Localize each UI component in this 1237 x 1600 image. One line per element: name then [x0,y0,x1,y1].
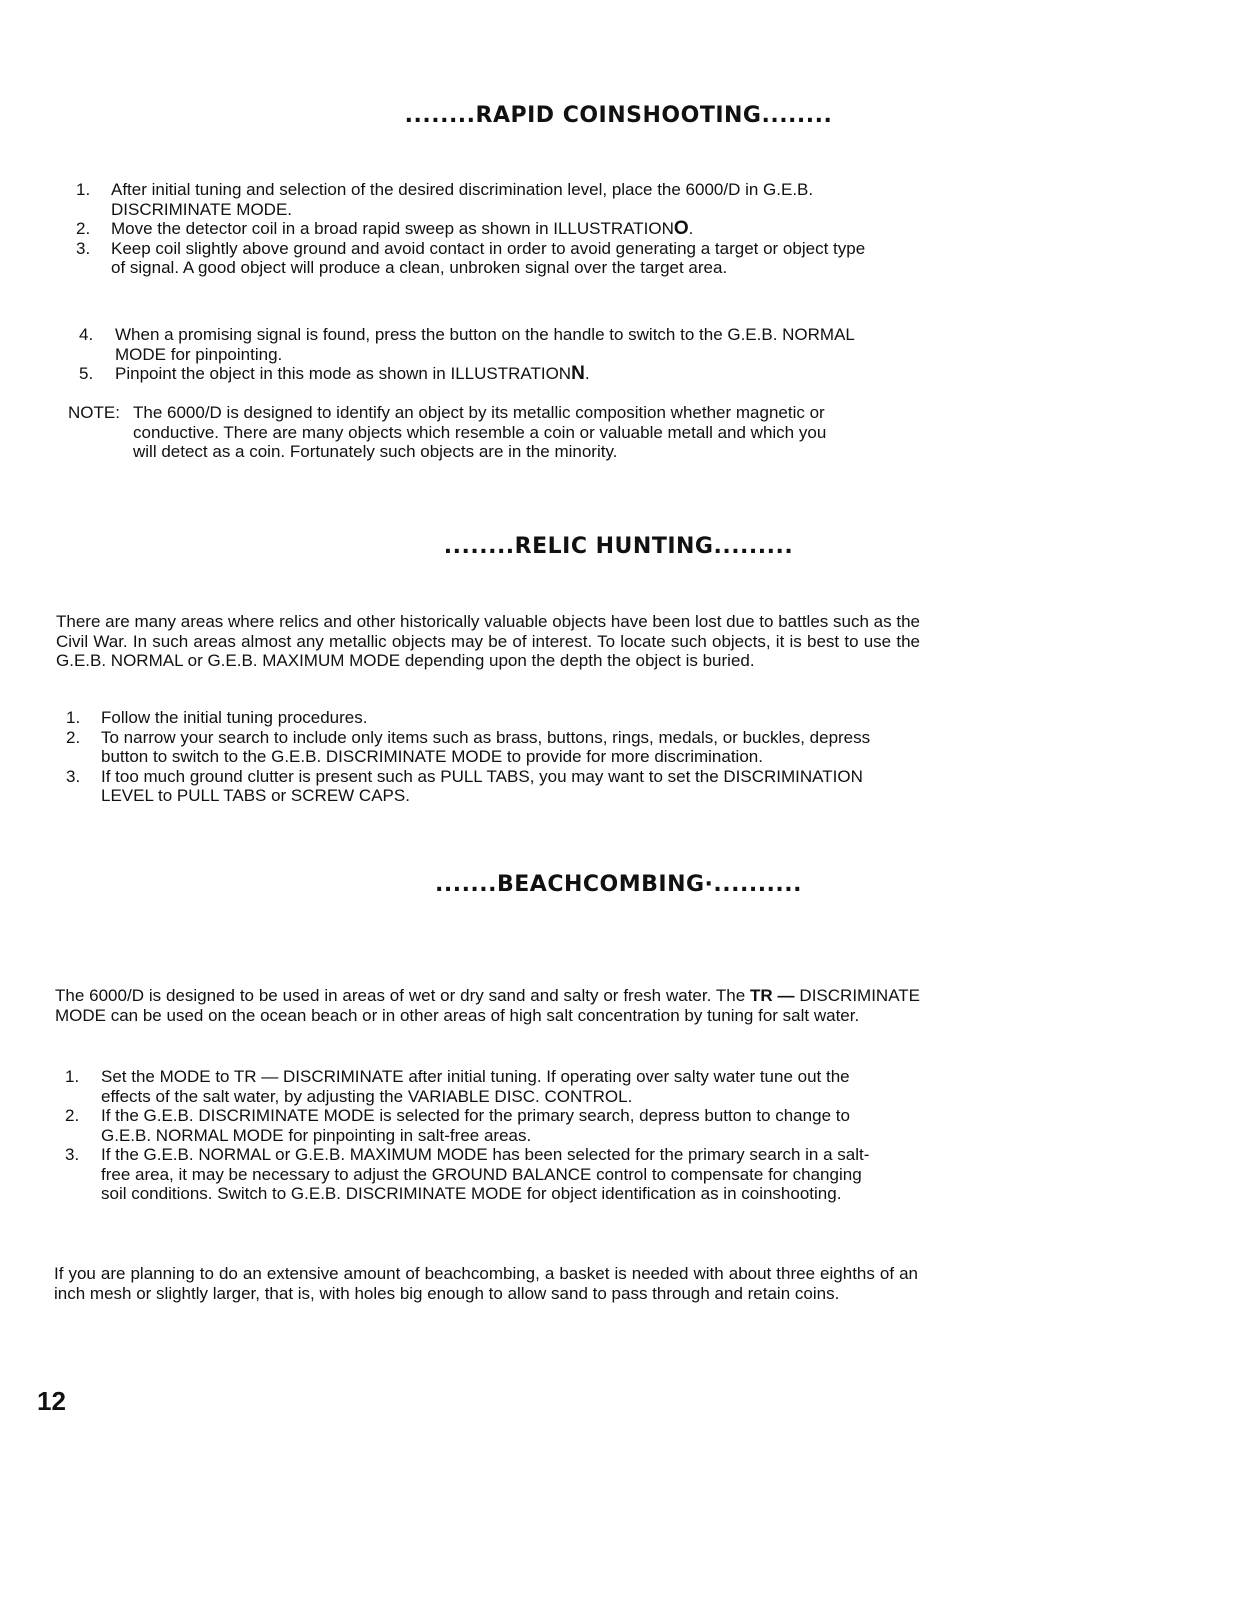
item-number: 4. [79,325,94,344]
illustration-letter: O [673,218,689,239]
beachcombing-heading: .......BEACHCOMBING·.......... [435,872,802,897]
note-text: The 6000/D is designed to identify an object by its metallic composition whether magnetic or conductive. There are many objects which resemble a coin or valuable metall and which you will detect as a coin. Fortunately such objects are in the minority. [133,403,827,461]
item-number: 3. [66,766,81,786]
list-item [66,708,872,728]
relic-steps-list [66,708,872,806]
note-paragraph [68,403,838,462]
list-item [65,1145,871,1204]
list-item [76,219,882,239]
item-text: Follow the initial tuning procedures. [101,708,368,727]
item-text: Move the detector coil in a broad rapid sweep as shown in ILLUSTRATIONO. [111,218,694,239]
item-number: 3. [76,238,91,258]
rapid-steps-list-1 [76,180,882,278]
item-number: 1. [76,180,91,199]
item-number: 1. [66,708,81,727]
item-number: 2. [65,1106,80,1125]
rapid-steps-list-2 [79,325,885,384]
list-item [76,239,882,278]
list-item [76,180,882,219]
item-number: 1. [65,1067,80,1086]
beach-intro-paragraph [55,986,920,1025]
item-number: 2. [76,219,91,238]
list-item [65,1067,871,1106]
note-label: NOTE: [68,403,120,422]
beach-steps-list [65,1067,871,1204]
item-number: 5. [79,364,94,383]
item-text: After initial tuning and selection of the desired discrimination level, place the 6000/D in G.E.B. DISCRIMINATE MODE. [111,180,814,219]
item-number: 3. [65,1145,80,1164]
beach-closing-paragraph: If you are planning to do an extensive amount of beachcombing, a basket is needed with about three eighths of an inch mesh or slightly larger, that is, with holes big enough to allow sand to pass through and retain coins. [54,1264,918,1303]
item-number: 2. [66,727,81,747]
page-number: 12 [37,1386,66,1416]
rapid-coinshooting-heading: ........RAPID COINSHOOTING........ [404,103,833,128]
item-text: Keep coil slightly above ground and avoid contact in order to avoid generating a target or object type of signal. A good object will produce a clean, unbroken signal over the target area. [111,238,866,277]
item-text: If the G.E.B. DISCRIMINATE MODE is selected for the primary search, depress button to change to G.E.B. NORMAL MODE for pinpointing in salt-free areas. [101,1106,850,1145]
illustration-letter: N [571,363,585,384]
relic-hunting-heading: ........RELIC HUNTING......... [443,534,794,559]
item-text: When a promising signal is found, press the button on the handle to switch to the G.E.B. NORMAL MODE for pinpointing. [115,325,855,364]
list-item [66,767,872,806]
item-text: If the G.E.B. NORMAL or G.E.B. MAXIMUM MODE has been selected for the primary search in a salt-free area, it may be necessary to adjust the GROUND BALANCE control to compensate for changing soil conditions. Switch to G.E.B. DISCRIMINATE MODE for object identification as in coinshooting. [101,1145,870,1203]
list-item [65,1106,871,1145]
list-item [79,364,885,384]
item-text: To narrow your search to include only items such as brass, buttons, rings, medals, or buckles, depress button to switch to the G.E.B. DISCRIMINATE MODE to provide for more discrimination. [101,727,871,766]
item-text: Pinpoint the object in this mode as shown in ILLUSTRATIONN. [115,363,590,384]
beach-intro-text: The 6000/D is designed to be used in areas of wet or dry sand and salty or fresh water. The [55,986,746,1005]
relic-intro-paragraph: There are many areas where relics and other historically valuable objects have been lost due to battles such as the Civil War. In such areas almost any metallic objects may be of interest. To locate such objects, it is best to use the G.E.B. NORMAL or G.E.B. MAXIMUM MODE depending upon the depth the object is buried. [56,612,920,670]
item-text: Set the MODE to TR — DISCRIMINATE after initial tuning. If operating over salty water tune out the effects of the salt water, by adjusting the VARIABLE DISC. CONTROL. [101,1067,850,1106]
tr-mode-label: TR — [750,986,795,1005]
item-text: If too much ground clutter is present such as PULL TABS, you may want to set the DISCRIMINATION LEVEL to PULL TABS or SCREW CAPS. [101,766,863,805]
list-item [66,728,872,767]
beach-intro-text-2: DISCRIMINATE MODE can be used on the ocean beach or in other areas of high salt concentration by tuning for salt water. [55,986,920,1025]
list-item [79,325,885,364]
